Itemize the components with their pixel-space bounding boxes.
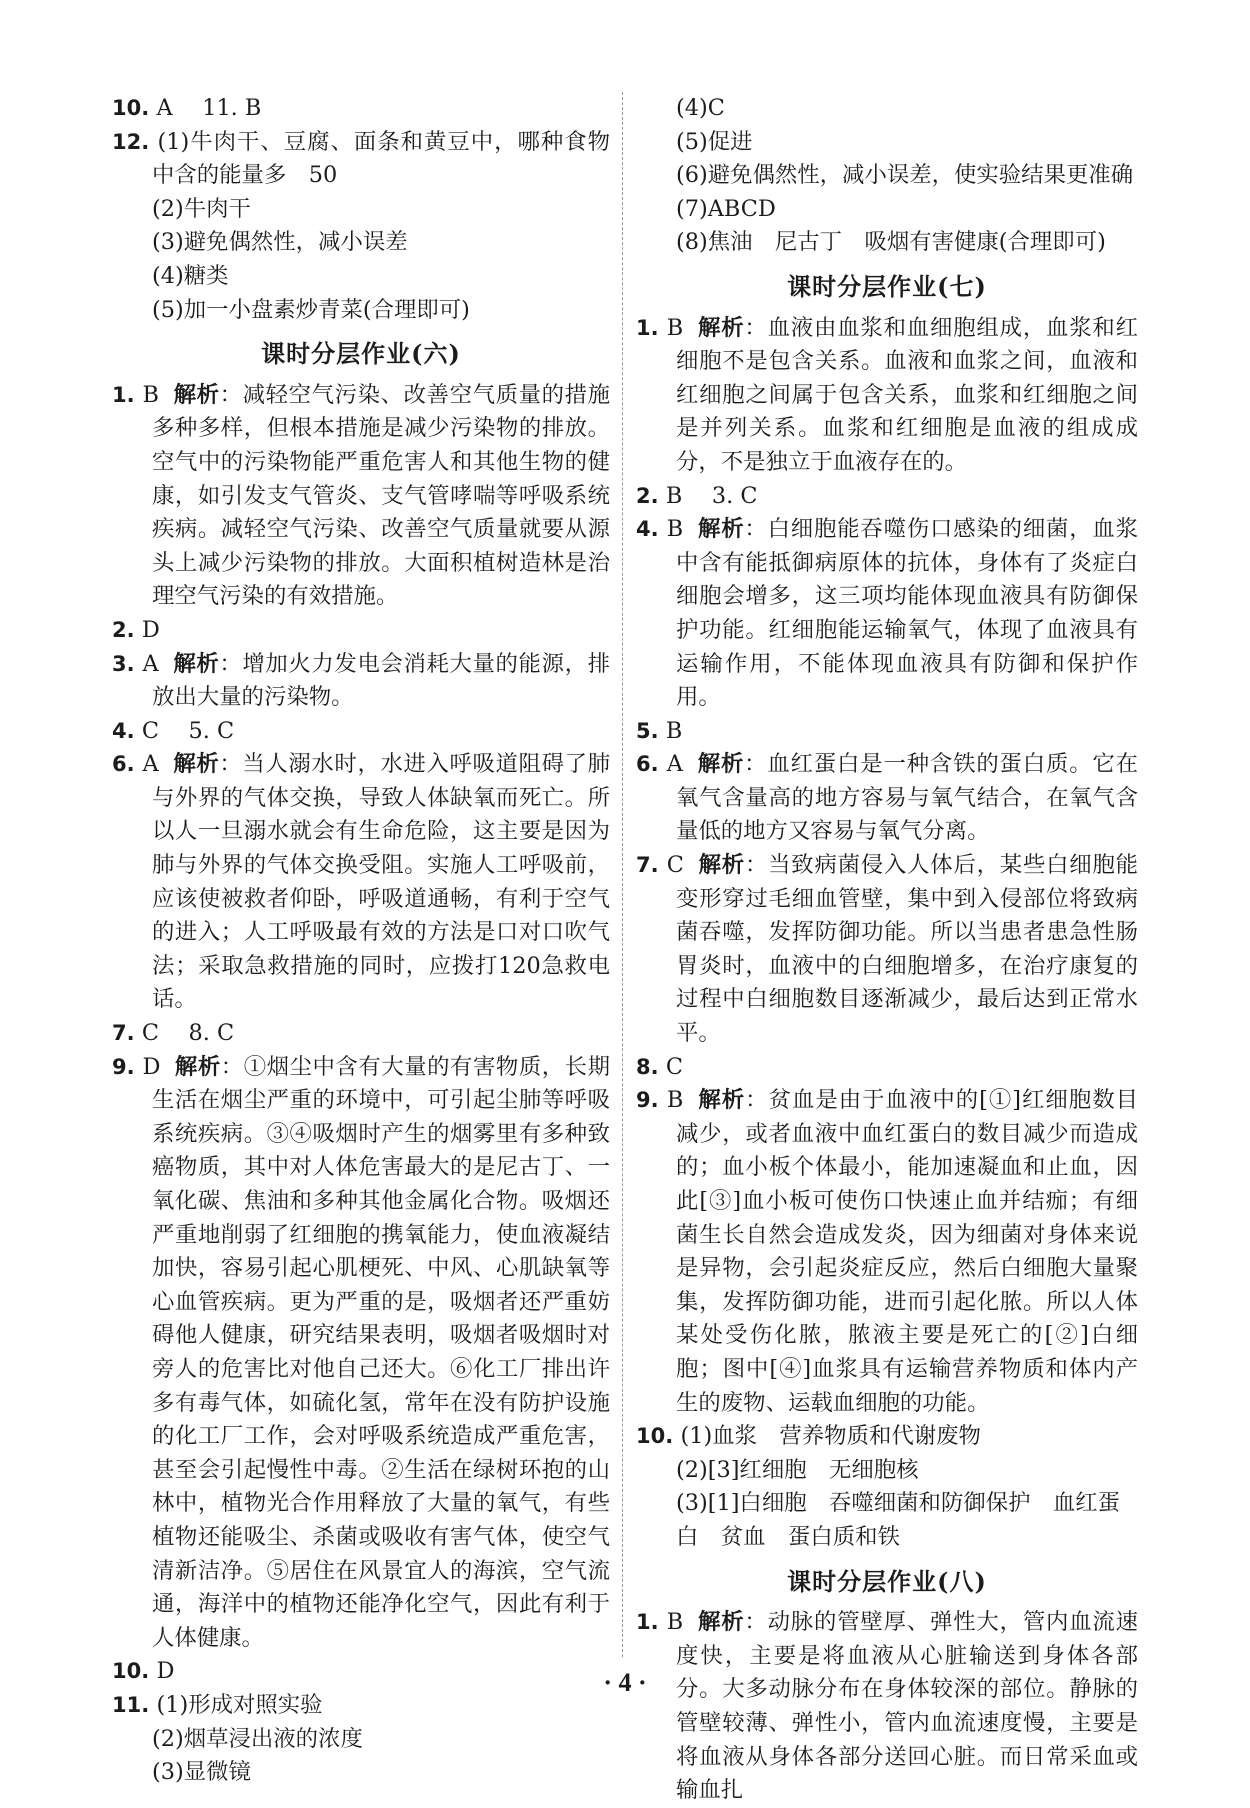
analysis-label: 解析 — [697, 852, 745, 879]
question-number: 2. — [636, 483, 666, 508]
answer-line — [112, 1017, 610, 1051]
analysis-label: 解析 — [697, 1609, 745, 1636]
question-number: 12. — [112, 129, 158, 154]
question-number: 3. — [112, 651, 143, 676]
question-number: 9. — [112, 1054, 143, 1079]
question-number: 9. — [636, 1088, 667, 1113]
answer-text: C 5. C — [141, 717, 235, 744]
answer-line — [112, 614, 610, 648]
answer-text: C — [665, 1053, 684, 1080]
sub-answer: (4)C — [676, 95, 725, 121]
answer-item — [112, 1051, 610, 1656]
question-number: 1. — [636, 315, 667, 340]
answer-item — [636, 513, 1138, 715]
answer-text: C 8. C — [141, 1020, 235, 1047]
question-number: 6. — [112, 752, 143, 777]
answer-item — [636, 748, 1138, 849]
answer-item — [636, 1084, 1138, 1420]
answer-text: A 11. B — [156, 95, 262, 121]
sub-answer: (5)加一小盘素炒青菜(合理即可) — [152, 296, 470, 323]
answer-text: (1)牛肉干、豆腐、面条和黄豆中，哪种食物中含的能量多 50 — [152, 128, 610, 189]
page-number: · 4 · — [603, 1668, 647, 1697]
question-number: 1. — [636, 1610, 667, 1635]
answer-letter: B — [142, 381, 159, 408]
analysis-label: 解析 — [174, 1053, 221, 1080]
section-title: 课时分层作业(八) — [787, 1566, 987, 1596]
right-column — [636, 92, 1138, 1808]
sub-answer: (7)ABCD — [676, 195, 776, 222]
column-divider — [622, 92, 623, 1657]
answer-text: ：①烟尘中含有大量的有害物质，长期生活在烟尘严重的环境中，可引起尘肺等呼吸系统疾病。③④吸烟时产生的烟雾里有多种致癌物质，其中对人体危害最大的是尼古丁、一氧化碳、焦油和多种其他金属化合物。吸烟还严重地削弱了红细胞的携氧能力，使血液凝结加快，容易引起心肌梗死、中风、心肌缺氧等心血管疾病。更为严重的是，吸烟者还严重妨碍他人健康，研究结果表明，吸烟者吸烟时对旁人的危害比对他自己还大。⑥化工厂排出许多有毒气体，如硫化氢，常年在没有防护设施的化工厂工作，会对呼吸系统造成严重危害，甚至会引起慢性中毒。②生活在绿树环抱的山林中，植物光合作用释放了大量的氧气，有些植物还能吸尘、杀菌或吸收有害气体，使空气清新洁净。⑤居住在风景宜人的海滨，空气流通，海洋中的植物还能净化空气，因此有利于人体健康。 — [152, 1053, 610, 1651]
answer-line — [636, 1051, 1138, 1085]
sub-answer: (5)促进 — [676, 128, 753, 155]
question-number: 5. — [636, 718, 666, 743]
answer-line — [112, 715, 610, 749]
answer-line — [636, 715, 1138, 749]
analysis-label: 解析 — [172, 751, 220, 778]
sub-answer: (3)显微镜 — [152, 1759, 251, 1786]
answer-text: ：减轻空气污染、改善空气质量的措施多种多样，但根本措施是减少污染物的排放。空气中的污染物能严重危害人和其他生物的健康，如引发支气管炎、支气管哮喘等呼吸系统疾病。减轻空气污染、改善空气质量就要从源头上减少污染物的排放。大面积植树造林是治理空气污染的有效措施。 — [152, 381, 611, 610]
answer-text: ：贫血是由于血液中的[①]红细胞数目减少，或者血液中血红蛋白的数目减少而造成的；血小板个体最小，能加速凝血和止血，因此[③]血小板可使伤口快速止血并结痂；有细菌生长自然会造成发炎，因为细菌对身体来说是异物，会引起炎症反应，然后白细胞大量聚集，发挥防御功能，进而引起化脓。所以人体某处受伤化脓，脓液主要是死亡的[②]白细胞；图中[④]血浆具有运输营养物质和体内产生的废物、运载血细胞的功能。 — [676, 1087, 1138, 1416]
question-number: 1. — [112, 382, 143, 407]
section-title: 课时分层作业(六) — [261, 339, 461, 369]
answer-text: ：血液由血浆和血细胞组成，血浆和红细胞不是包含关系。血液和血浆之间，血液和红细胞之间属于包含关系，血浆和红细胞之间是并列关系。血浆和红细胞是血液的组成成分，不是独立于血液存在的。 — [676, 314, 1139, 475]
question-number: 6. — [636, 752, 667, 777]
answer-text: D — [156, 1658, 175, 1685]
analysis-label: 解析 — [697, 1087, 746, 1114]
question-number: 4. — [636, 517, 667, 542]
answer-text: (1)形成对照实验 — [156, 1691, 323, 1718]
answer-line — [636, 1420, 1138, 1454]
answer-text: ：当致病菌侵入人体后，某些白细胞能变形穿过毛细血管壁，集中到入侵部位将致病菌吞噬，发挥防御功能。所以当患者患急性肠胃炎时，血液中的白细胞增多，在治疗康复的过程中白细胞数目逐渐减少，最后达到正常水平。 — [676, 852, 1139, 1047]
answer-text: ：动脉的管壁厚、弹性大，管内血流速度快，主要是将血液从心脏输送到身体各部分。大多动脉分布在身体较深的部位。静脉的管壁较薄、弹性小，管内血流速度慢，主要是将血液从身体各部分送回心脏。而日常采血或输血扎 — [676, 1609, 1139, 1804]
sub-answer: (2)牛肉干 — [152, 195, 251, 222]
sub-answer: (4)糖类 — [152, 262, 229, 289]
analysis-label: 解析 — [696, 751, 745, 778]
answer-letter: B — [666, 1609, 684, 1636]
answer-letter: B — [666, 516, 684, 543]
answer-letter: D — [142, 1053, 161, 1080]
answer-item — [636, 1606, 1138, 1808]
answer-letter: A — [666, 751, 683, 778]
answer-text: B — [665, 717, 683, 744]
answer-text: B 3. C — [665, 482, 758, 509]
sub-answer: (3)[1]白细胞 吞噬细菌和防御保护 血红蛋白 贫血 蛋白质和铁 — [676, 1490, 1121, 1550]
answer-text: ：白细胞能吞噬伤口感染的细菌，血浆中含有能抵御病原体的抗体，身体有了炎症白细胞会增多，这三项均能体现血液具有防御保护功能。红细胞能运输氧气，体现了血液具有运输作用，不能体现血液具有防御和保护作用。 — [676, 516, 1139, 711]
analysis-label: 解析 — [172, 381, 220, 408]
answer-item — [636, 312, 1138, 480]
answer-item — [636, 849, 1138, 1051]
question-number: 8. — [636, 1054, 666, 1079]
answer-text: ：血红蛋白是一种含铁的蛋白质。它在氧气含量高的地方容易与氧气结合，在氧气含量低的地方又容易与氧气分离。 — [676, 751, 1139, 845]
question-number: 2. — [112, 617, 142, 642]
answer-text: (1)血浆 营养物质和代谢废物 — [680, 1423, 981, 1450]
sub-answer: (2)烟草浸出液的浓度 — [152, 1725, 363, 1752]
answer-item — [112, 648, 610, 715]
sub-answer: (3)避免偶然性，减小误差 — [152, 229, 408, 256]
analysis-label: 解析 — [697, 314, 745, 341]
answer-text: ：当人溺水时，水进入呼吸道阻碍了肺与外界的气体交换，导致人体缺氧而死亡。所以人一旦溺水就会有生命危险，这主要是因为肺与外界的气体交换受阻。实施人工呼吸前，应该使被救者仰卧，呼吸道通畅，有利于空气的进入；人工呼吸最有效的方法是口对口吹气法；采取急救措施的同时，应拨打120急救电话。 — [152, 751, 610, 1013]
question-number: 4. — [112, 718, 142, 743]
answer-line — [112, 92, 610, 126]
analysis-label: 解析 — [172, 650, 220, 677]
answer-letter: C — [666, 852, 684, 879]
analysis-label: 解析 — [697, 516, 745, 543]
question-number: 11. — [112, 1692, 157, 1717]
question-number: 7. — [636, 853, 667, 878]
page-number-value: 4 — [618, 1668, 632, 1697]
answer-letter: A — [142, 751, 159, 778]
question-number: 10. — [636, 1424, 681, 1449]
answer-letter: B — [666, 314, 684, 341]
question-number: 7. — [112, 1021, 142, 1046]
question-number: 10. — [112, 1659, 157, 1684]
sub-answer: (2)[3]红细胞 无细胞核 — [676, 1456, 919, 1483]
sub-answer: (6)避免偶然性，减小误差，使实验结果更准确 — [676, 162, 1134, 189]
question-number: 10. — [112, 96, 157, 120]
answer-line — [636, 480, 1138, 514]
left-column — [112, 92, 610, 1790]
answer-text: D — [141, 616, 160, 643]
section-title: 课时分层作业(七) — [787, 271, 987, 301]
answer-item — [112, 748, 610, 1017]
answer-letter: B — [666, 1087, 684, 1114]
answer-line — [112, 126, 610, 193]
sub-answer: (8)焦油 尼古丁 吸烟有害健康(合理即可) — [676, 229, 1106, 256]
answer-letter: A — [142, 650, 159, 677]
answer-item — [112, 379, 610, 614]
answer-text: ：增加火力发电会消耗大量的能源，排放出大量的污染物。 — [152, 650, 610, 711]
